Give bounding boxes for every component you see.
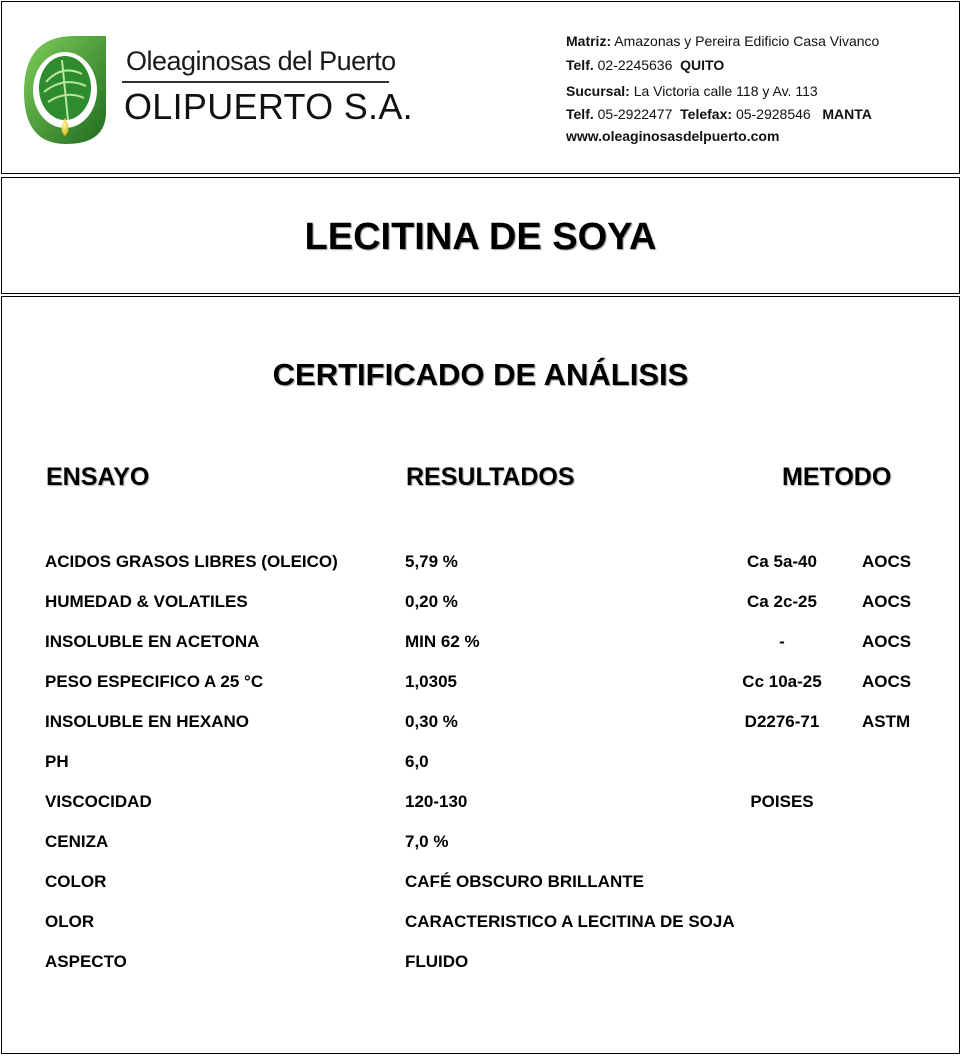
norma-cell: ASTM [862, 712, 911, 731]
norma-cell: AOCS [862, 632, 912, 651]
telf-label-manta: Telf. [566, 106, 594, 122]
table-row [2, 912, 959, 936]
city-manta: MANTA [822, 106, 872, 122]
table-row [2, 552, 959, 576]
table-row [2, 672, 959, 696]
quito-phone [566, 57, 724, 73]
resultado-cell: 0,30 % [405, 712, 458, 731]
telf-quito: 02-2245636 [597, 57, 673, 73]
norma-cell: AOCS [862, 672, 912, 691]
metodo-cell: Ca 5a-40 [747, 552, 817, 571]
metodo-cell: Cc 10a-25 [742, 672, 822, 691]
matriz-value: Amazonas y Pereira Edificio Casa Vivanco [614, 33, 880, 49]
website-line [566, 128, 779, 144]
sucursal-value: La Victoria calle 118 y Av. 113 [633, 83, 818, 99]
table-row [2, 832, 959, 856]
metodo-cell: POISES [750, 792, 814, 811]
resultado-cell: CAFÉ OBSCURO BRILLANTE [405, 872, 644, 891]
resultado-cell: 120-130 [405, 792, 468, 811]
product-title: LECITINA DE SOYA [304, 216, 657, 258]
resultado-cell: FLUIDO [405, 952, 469, 971]
ensayo-cell: ASPECTO [45, 952, 127, 971]
sucursal-label: Sucursal: [566, 83, 630, 99]
column-header-metodo: METODO [782, 463, 892, 491]
metodo-cell: Ca 2c-25 [747, 592, 817, 611]
resultado-cell: 7,0 % [405, 832, 449, 851]
certificate-title: CERTIFICADO DE ANÁLISIS [272, 357, 689, 392]
metodo-cell: - [779, 632, 785, 651]
telf-label: Telf. [566, 57, 594, 73]
matriz-address [566, 33, 879, 49]
column-header-resultados: RESULTADOS [406, 463, 575, 491]
table-row [2, 952, 959, 976]
table-row [2, 632, 959, 656]
matriz-label: Matriz: [566, 33, 612, 49]
resultado-cell: 0,20 % [405, 592, 458, 611]
ensayo-cell: VISCOCIDAD [45, 792, 152, 811]
table-row [2, 872, 959, 896]
ensayo-cell: HUMEDAD & VOLATILES [45, 592, 248, 611]
telefax-manta: 05-2928546 [735, 106, 811, 122]
telf-manta: 05-2922477 [597, 106, 673, 122]
company-divider [122, 81, 389, 83]
table-row [2, 592, 959, 616]
city-quito: QUITO [680, 57, 725, 73]
ensayo-cell: COLOR [45, 872, 107, 891]
table-row [2, 712, 959, 736]
olipuerto-logo-icon [22, 34, 108, 146]
company-name: Oleaginosas del Puerto [126, 46, 396, 76]
resultado-cell: 1,0305 [405, 672, 457, 691]
ensayo-cell: PESO ESPECIFICO A 25 °C [45, 672, 264, 691]
certificate-box [1, 296, 960, 1054]
resultado-cell: 5,79 % [405, 552, 458, 571]
resultado-cell: 6,0 [405, 752, 429, 771]
column-header-ensayo: ENSAYO [46, 463, 150, 491]
telefax-label: Telefax: [680, 106, 733, 122]
company-legal-name: OLIPUERTO S.A. [124, 86, 413, 127]
letterhead [1, 1, 960, 174]
resultado-cell: CARACTERISTICO A LECITINA DE SOJA [405, 912, 735, 931]
ensayo-cell: ACIDOS GRASOS LIBRES (OLEICO) [45, 552, 338, 571]
table-row [2, 752, 959, 776]
metodo-cell: D2276-71 [744, 712, 820, 731]
resultado-cell: MIN 62 % [405, 632, 480, 651]
ensayo-cell: PH [45, 752, 69, 771]
manta-phone [566, 106, 872, 122]
website-link[interactable]: www.oleaginosasdelpuerto.com [566, 128, 780, 144]
norma-cell: AOCS [862, 592, 912, 611]
ensayo-cell: INSOLUBLE EN HEXANO [45, 712, 250, 731]
ensayo-cell: INSOLUBLE EN ACETONA [45, 632, 260, 651]
ensayo-cell: CENIZA [45, 832, 109, 851]
table-row [2, 792, 959, 816]
product-title-box [1, 177, 960, 294]
sucursal-address [566, 83, 818, 99]
ensayo-cell: OLOR [45, 912, 95, 931]
norma-cell: AOCS [862, 552, 912, 571]
